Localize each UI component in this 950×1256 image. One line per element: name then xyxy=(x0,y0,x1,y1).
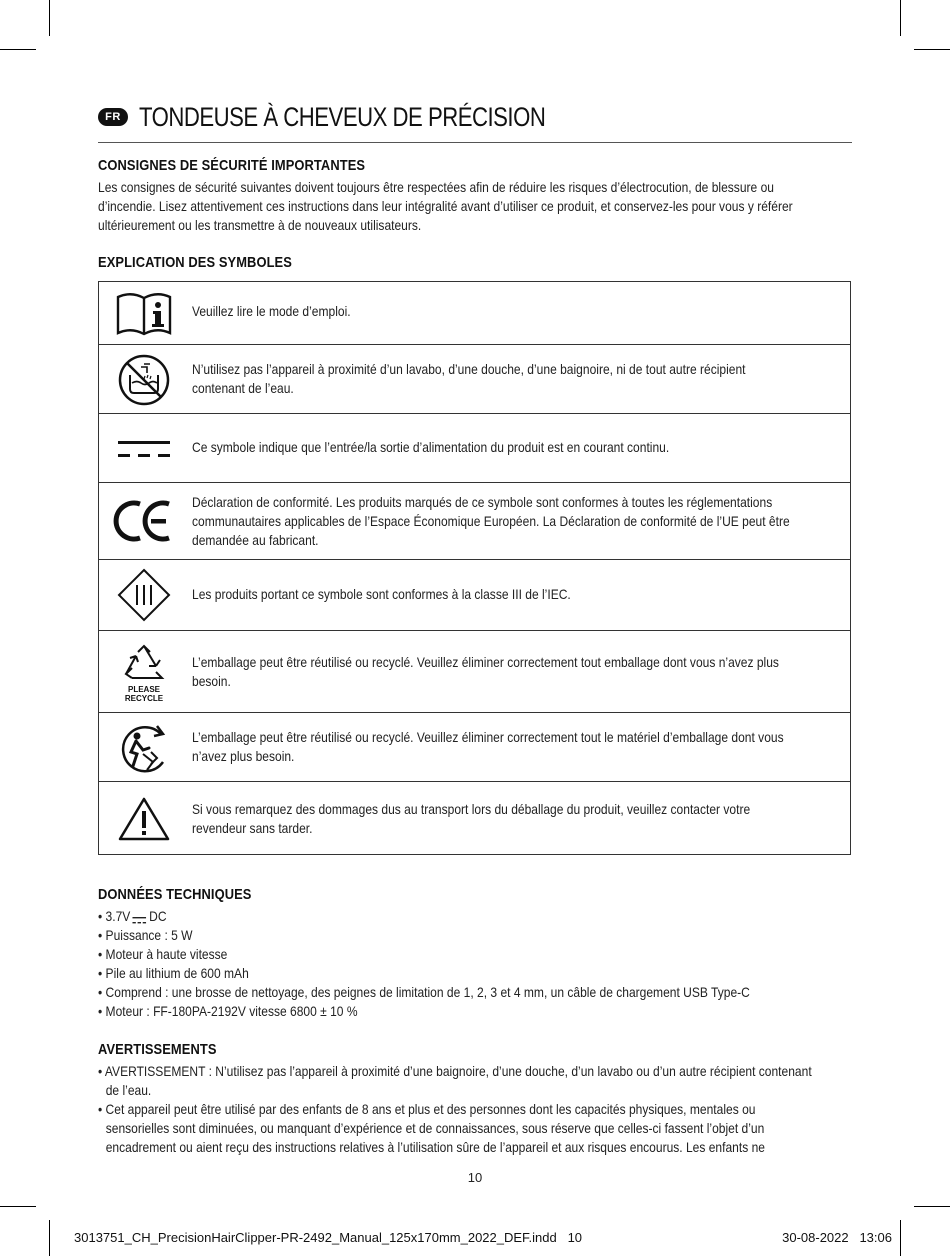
symbol-description xyxy=(192,800,750,838)
symbol-row xyxy=(99,630,850,713)
warnings-list xyxy=(98,1062,812,1157)
manual-info-icon xyxy=(111,286,177,342)
text-line: Si vous remarquez des dommages dus au transport lors du déballage du produit, veuillez contacter votre xyxy=(192,801,751,817)
list-item: • Comprend : une brosse de nettoyage, des peignes de limitation de 1, 2, 3 et 4 mm, un câble de chargement USB Type-C xyxy=(98,984,750,1000)
symbol-description xyxy=(192,302,351,321)
technical-heading: DONNÉES TECHNIQUES xyxy=(98,886,252,903)
ce-mark-icon xyxy=(111,495,177,547)
slug-filename: 3013751_CH_PrecisionHairClipper-PR-2492_Manual_125x170mm_2022_DEF.indd xyxy=(74,1230,557,1245)
crop-mark xyxy=(49,1220,50,1256)
symbol-row xyxy=(99,413,850,483)
text-line: ultérieurement ou les transmettre à de nouveaux utilisateurs. xyxy=(98,217,422,233)
slug-date: 30-08-2022 xyxy=(782,1230,849,1245)
crop-mark xyxy=(900,0,901,36)
text-line: revendeur sans tarder. xyxy=(192,820,313,836)
symbol-description xyxy=(192,653,779,691)
symbol-description xyxy=(192,438,669,457)
text-line: besoin. xyxy=(192,673,231,689)
symbol-row xyxy=(99,781,850,855)
print-slug-filename xyxy=(74,1230,582,1245)
text-line: N’utilisez pas l’appareil à proximité d’un lavabo, d’une douche, d’une baignoire, ni de tout autre récipient xyxy=(192,361,746,377)
list-item: • AVERTISSEMENT : N’utilisez pas l’appareil à proximité d’une baignoire, d’une douche, d’un lavabo ou d’un autre récipient contenant xyxy=(98,1063,812,1079)
crop-mark xyxy=(914,49,950,50)
symbol-row xyxy=(99,712,850,782)
symbol-description xyxy=(192,360,746,398)
please-recycle-icon xyxy=(111,639,177,707)
crop-mark xyxy=(900,1220,901,1256)
symbol-description xyxy=(192,493,790,550)
direct-current-icon xyxy=(111,434,177,464)
class-three-icon xyxy=(111,567,177,623)
page-title: TONDEUSE À CHEVEUX DE PRÉCISION xyxy=(139,102,546,132)
symbol-row xyxy=(99,482,850,560)
slug-time: 13:06 xyxy=(859,1230,892,1245)
text-line: contenant de l’eau. xyxy=(192,380,294,396)
item-text: DC xyxy=(145,908,167,924)
warnings-heading: AVERTISSEMENTS xyxy=(98,1041,217,1058)
crop-mark xyxy=(0,49,36,50)
text-line: Les consignes de sécurité suivantes doivent toujours être respectées afin de réduire les risques d’électrocution, de blessure ou xyxy=(98,179,774,195)
text-line: communautaires applicables de l’Espace Économique Européen. La Déclaration de conformité de l’UE peut être xyxy=(192,513,790,529)
icon-caption: RECYCLE xyxy=(124,693,164,703)
crop-mark xyxy=(0,1206,36,1207)
text-line: Veuillez lire le mode d’emploi. xyxy=(192,303,351,319)
crop-mark xyxy=(914,1206,950,1207)
text-line: L’emballage peut être réutilisé ou recyclé. Veuillez éliminer correctement tout emballage dont vous n’avez plus xyxy=(192,654,779,670)
language-badge: FR xyxy=(98,108,128,126)
dc-symbol-icon xyxy=(132,912,146,922)
text-line: Les produits portant ce symbole sont conformes à la classe III de l’IEC. xyxy=(192,586,571,602)
list-item: • Pile au lithium de 600 mAh xyxy=(98,965,249,981)
technical-list xyxy=(98,907,750,1021)
text-line: L’emballage peut être réutilisé ou recyclé. Veuillez éliminer correctement tout le matériel d’emballage dont vous xyxy=(192,729,784,745)
list-item xyxy=(98,907,750,926)
crop-mark xyxy=(49,0,50,36)
triman-icon xyxy=(111,721,177,777)
symbol-row xyxy=(99,344,850,414)
slug-page: 10 xyxy=(567,1230,583,1245)
item-text: • 3.7V xyxy=(98,908,131,924)
symbol-row xyxy=(99,559,850,631)
list-item-continuation: encadrement ou aient reçu des instructions relatives à l’utilisation sûre de l’appareil et aux risques encourus. Les enfants ne xyxy=(105,1139,765,1155)
icon-caption: PLEASE xyxy=(127,684,160,694)
symbol-description xyxy=(192,728,784,766)
text-line: n’avez plus besoin. xyxy=(192,748,295,764)
page-header xyxy=(98,100,852,143)
print-slug-date xyxy=(782,1230,892,1245)
list-item: • Cet appareil peut être utilisé par des enfants de 8 ans et plus et des personnes dont les capacités physiques, mentales ou xyxy=(98,1101,756,1117)
safety-heading: CONSIGNES DE SÉCURITÉ IMPORTANTES xyxy=(98,157,366,174)
no-water-icon xyxy=(111,352,177,408)
list-item-continuation: sensorielles sont diminuées, ou manquant d’expérience et de connaissances, sous réserve que celles-ci fassent l’objet d’un xyxy=(105,1120,765,1136)
safety-paragraph xyxy=(98,178,793,235)
warning-triangle-icon xyxy=(111,792,177,846)
symbol-row xyxy=(99,282,850,344)
page-number: 10 xyxy=(467,1170,483,1185)
list-item: • Moteur : FF-180PA-2192V vitesse 6800 ± 10 % xyxy=(98,1003,358,1019)
list-item-continuation: de l’eau. xyxy=(105,1082,152,1098)
symbols-table xyxy=(98,281,851,855)
text-line: demandée au fabricant. xyxy=(192,532,319,548)
text-line: Ce symbole indique que l’entrée/la sortie d’alimentation du produit est en courant continu. xyxy=(192,439,670,455)
symbol-description xyxy=(192,585,571,604)
symbols-heading: EXPLICATION DES SYMBOLES xyxy=(98,254,292,271)
text-line: Déclaration de conformité. Les produits marqués de ce symbole sont conformes à toutes les réglementations xyxy=(192,494,773,510)
text-line: d’incendie. Lisez attentivement ces instructions dans leur intégralité avant d’utiliser ce produit, et conservez-les pour vous y référer xyxy=(98,198,793,214)
list-item: • Moteur à haute vitesse xyxy=(98,946,228,962)
list-item: • Puissance : 5 W xyxy=(98,927,193,943)
